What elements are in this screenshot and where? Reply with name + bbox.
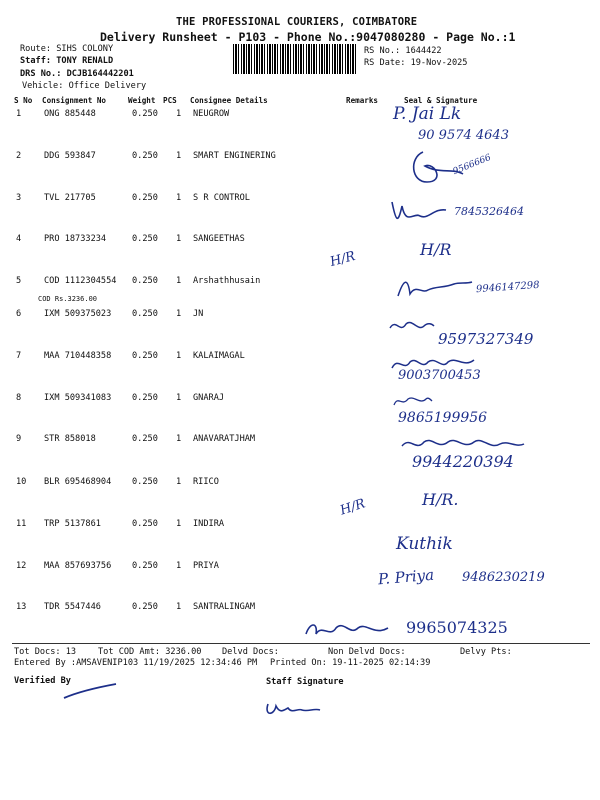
delivery-points: Delvy Pts: — [460, 647, 512, 657]
row-pcs: 1 — [176, 151, 182, 161]
col-weight: Weight — [128, 96, 156, 105]
row-pcs: 1 — [176, 602, 182, 612]
row-sno: 9 — [16, 434, 22, 444]
signature-scribble — [388, 196, 450, 230]
rs-number: RS No.: 1644422 — [364, 46, 442, 56]
verified-by-label: Verified By — [14, 676, 71, 686]
row-consignee: Arshathhusain — [193, 276, 261, 286]
runsheet-subtitle: Delivery Runsheet - P103 - Phone No.:9047080280 - Page No.:1 — [100, 30, 516, 44]
total-cod-amount: Tot COD Amt: 3236.00 — [98, 647, 202, 657]
row-consignee: SMART ENGINERING — [193, 151, 276, 161]
row-consignment: TRP 5137861 — [44, 519, 101, 529]
delivered-docs: Delvd Docs: — [222, 647, 279, 657]
col-remarks: Remarks — [346, 96, 379, 105]
rs-date: RS Date: 19-Nov-2025 — [364, 58, 468, 68]
row-pcs: 1 — [176, 477, 182, 487]
col-consignee: Consignee Details — [190, 96, 268, 105]
row-pcs: 1 — [176, 393, 182, 403]
row-consignee: NEUGROW — [193, 109, 230, 119]
row-sno: 7 — [16, 351, 22, 361]
signature-scribble — [302, 618, 392, 642]
handwritten-phone: 90 9574 4643 — [418, 128, 509, 143]
col-seal-signature: Seal & Signature — [404, 96, 478, 105]
row-pcs: 1 — [176, 193, 182, 203]
row-weight: 0.250 — [132, 434, 158, 444]
row-sno: 4 — [16, 234, 22, 244]
row-sno: 13 — [16, 602, 27, 612]
handwritten-phone: 9946147298 — [475, 279, 540, 296]
row-consignment: IXM 509341083 — [44, 393, 112, 403]
row-sno: 12 — [16, 561, 27, 571]
handwritten-phone: 9965074325 — [406, 618, 508, 637]
signature-scribble — [386, 314, 436, 336]
row-sno: 10 — [16, 477, 27, 487]
row-consignment: TDR 5547446 — [44, 602, 101, 612]
col-consignment: Consignment No — [42, 96, 107, 105]
non-delivered-docs: Non Delvd Docs: — [328, 647, 406, 657]
row-sno: 3 — [16, 193, 22, 203]
row-consignee: GNARAJ — [193, 393, 225, 403]
drs-number: DRS No.: DCJB164442201 — [20, 69, 134, 79]
row-weight: 0.250 — [132, 393, 158, 403]
row-pcs: 1 — [176, 434, 182, 444]
row-weight: 0.250 — [132, 309, 158, 319]
row-sno: 11 — [16, 519, 27, 529]
handwritten-phone: 9597327349 — [438, 330, 534, 348]
row-consignment: DDG 593847 — [44, 151, 96, 161]
col-sno: S No — [14, 96, 33, 105]
handwritten-phone: 7845326464 — [454, 205, 524, 218]
handwritten-phone: 9003700453 — [398, 368, 481, 383]
row-weight: 0.250 — [132, 519, 158, 529]
staff-label: Staff: TONY RENALD — [20, 56, 114, 66]
row-consignment: BLR 695468904 — [44, 477, 112, 487]
row-weight: 0.250 — [132, 602, 158, 612]
handwritten-phone: 9486230219 — [462, 570, 545, 585]
handwritten-phone: 9944220394 — [412, 452, 514, 471]
row-pcs: 1 — [176, 561, 182, 571]
total-docs: Tot Docs: 13 — [14, 647, 77, 657]
row-weight: 0.250 — [132, 351, 158, 361]
vehicle-label: Vehicle: Office Delivery — [22, 81, 147, 91]
row-sno: 1 — [16, 109, 22, 119]
row-weight: 0.250 — [132, 193, 158, 203]
row-weight: 0.250 — [132, 151, 158, 161]
hr-remark: H/R. — [422, 490, 459, 509]
hr-mark: H/R — [328, 248, 358, 271]
row-sno: 5 — [16, 276, 22, 286]
row-consignee: JN — [193, 309, 204, 319]
handwritten-signature: Kuthik — [396, 534, 453, 554]
row-consignee: SANGEETHAS — [193, 234, 245, 244]
row-sno: 2 — [16, 151, 22, 161]
row-sno: 6 — [16, 309, 22, 319]
col-pcs: PCS — [163, 96, 177, 105]
row-consignment: MAA 857693756 — [44, 561, 112, 571]
company-title: THE PROFESSIONAL COURIERS, COIMBATORE — [176, 16, 418, 28]
row-consignment: PRO 18733234 — [44, 234, 107, 244]
hr-remark: H/R — [420, 240, 452, 259]
row-consignment: COD 1112304554 — [44, 276, 117, 286]
signature-scribble — [392, 393, 434, 409]
row-consignment: STR 858018 — [44, 434, 96, 444]
row-pcs: 1 — [176, 276, 182, 286]
row-weight: 0.250 — [132, 276, 158, 286]
row-consignee: PRIYA — [193, 561, 219, 571]
barcode — [233, 44, 358, 74]
signature-scribble — [394, 274, 474, 300]
row-pcs: 1 — [176, 309, 182, 319]
row-consignee: SANTRALINGAM — [193, 602, 256, 612]
row-consignment: TVL 217705 — [44, 193, 96, 203]
row-weight: 0.250 — [132, 477, 158, 487]
row-consignee: S R CONTROL — [193, 193, 250, 203]
row-pcs: 1 — [176, 234, 182, 244]
staff-signature — [262, 692, 322, 720]
row-consignment: ONG 885448 — [44, 109, 96, 119]
staff-signature-label: Staff Signature — [266, 677, 344, 687]
row-consignee: ANAVARATJHAM — [193, 434, 256, 444]
entered-by: Entered By :AMSAVENIP103 11/19/2025 12:34:46 PM — [14, 658, 258, 668]
row-pcs: 1 — [176, 351, 182, 361]
row-consignee: RIICO — [193, 477, 219, 487]
row-weight: 0.250 — [132, 234, 158, 244]
route-label: Route: SIHS COLONY — [20, 44, 114, 54]
row-sno: 8 — [16, 393, 22, 403]
row-pcs: 1 — [176, 519, 182, 529]
row-weight: 0.250 — [132, 109, 158, 119]
printed-on: Printed On: 19-11-2025 02:14:39 — [270, 658, 431, 668]
footer-divider — [12, 643, 590, 644]
row-consignee: INDIRA — [193, 519, 225, 529]
handwritten-signature: P. Jai Lk — [393, 104, 462, 124]
row-consignment: MAA 710448358 — [44, 351, 112, 361]
cod-amount: COD Rs.3236.00 — [38, 295, 98, 303]
row-pcs: 1 — [176, 109, 182, 119]
row-consignee: KALAIMAGAL — [193, 351, 245, 361]
hr-mark: H/R — [338, 496, 368, 519]
handwritten-phone: 9566666 — [451, 152, 493, 178]
verifier-signature — [60, 682, 120, 702]
row-consignment: IXM 509375023 — [44, 309, 112, 319]
handwritten-signature: P. Priya — [377, 565, 435, 589]
row-weight: 0.250 — [132, 561, 158, 571]
handwritten-phone: 9865199956 — [398, 410, 488, 426]
